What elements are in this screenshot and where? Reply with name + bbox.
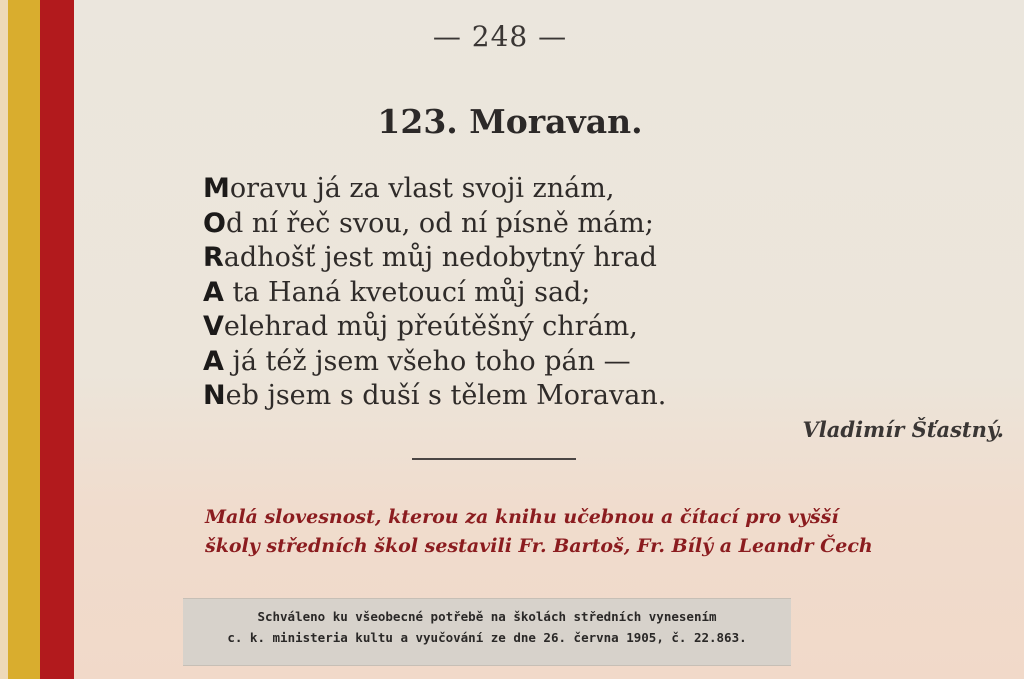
poem-line: [203, 207, 666, 242]
approval-line: Schváleno ku všeobecné potřebě na školách středních vynesením: [257, 609, 717, 624]
poem-line: [203, 276, 666, 311]
poem-author: Vladimír Šťastný.: [802, 417, 1004, 442]
acrostic-initial: A: [203, 276, 224, 308]
poem-body: [203, 172, 666, 414]
approval-line: c. k. ministeria kultu a vyučování ze dne 26. června 1905, č. 22.863.: [227, 630, 747, 645]
poem-line: [203, 241, 666, 276]
poem-line: [203, 310, 666, 345]
approval-stamp: [183, 598, 791, 666]
acrostic-initial: A: [203, 345, 224, 377]
approval-text: [183, 606, 791, 648]
poem-line: [203, 172, 666, 207]
acrostic-initial: M: [203, 173, 230, 204]
source-caption: [205, 503, 873, 561]
poem-line-text: já též jsem všeho toho pán —: [223, 345, 631, 377]
poem-line: [203, 379, 666, 414]
acrostic-initial: N: [203, 380, 226, 411]
poem-line-text: eb jsem s duší s tělem Moravan.: [225, 380, 667, 411]
caption-line: Malá slovesnost, kterou za knihu učebnou a čítací pro vyšší: [205, 506, 839, 528]
poem-line-text: elehrad můj přeútěšný chrám,: [223, 311, 638, 342]
section-divider: [412, 458, 576, 460]
poem-line-text: ta Haná kvetoucí můj sad;: [223, 276, 591, 308]
poem-line-text: d ní řeč svou, od ní písně mám;: [225, 207, 654, 239]
poem-line-text: adhošť jest můj nedobytný hrad: [223, 242, 657, 273]
poem-line: [203, 345, 666, 380]
acrostic-initial: R: [203, 242, 224, 273]
poem-title: 123. Moravan.: [377, 102, 643, 141]
caption-line: školy středních škol sestavili Fr. Bartoš, Fr. Bílý a Leandr Čech: [205, 535, 873, 557]
acrostic-initial: O: [203, 207, 226, 239]
poem-line-text: oravu já za vlast svoji znám,: [229, 173, 615, 204]
page-number: — 248 —: [432, 20, 568, 53]
acrostic-initial: V: [203, 311, 224, 342]
